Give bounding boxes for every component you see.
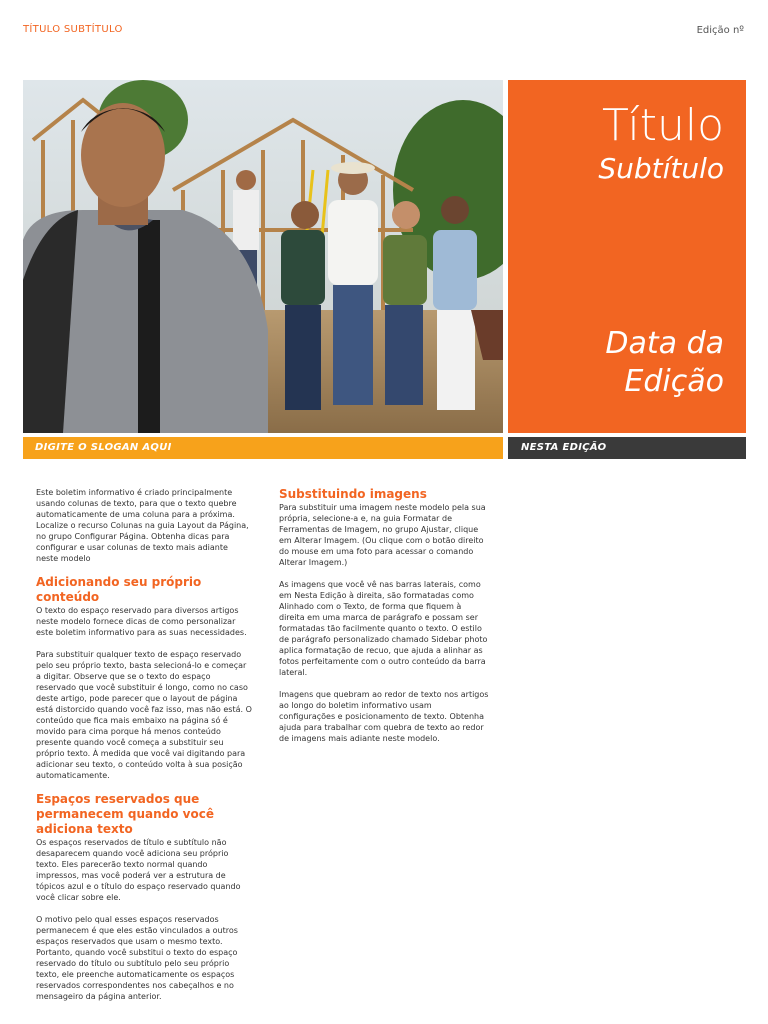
column-2 [279,487,489,744]
column-1 [36,487,252,1002]
intro-paragraph: Este boletim informativo é criado principalmente usando colunas de texto, para que o texto quebre automaticamente de uma coluna para a próxima. Localize o recurso Colunas na guia Layout da Página, no grupo Configurar Página. Obtenha dicas para configurar e usar colunas de texto mais adiante neste modelo [36,488,249,563]
paragraph: Os espaços reservados de título e subtítulo não desaparecem quando você adiciona seu próprio texto. Eles parecerão texto normal quando impressos, mas você poderá ver a estrutura de tópicos azul e o título do espaço reservado quando você clicar sobre ele. [36,838,241,902]
newsletter-subtitle[interactable]: Subtítulo [598,152,724,185]
newsletter-title[interactable]: Título [601,100,724,151]
paragraph: As imagens que você vê nas barras laterais, como em Nesta Edição à direita, são formatadas como Alinhado com o Texto, de forma que fiquem à direita em uma marca de parágrafo e possam ser formatadas tão facilmente quanto o texto. O estilo de parágrafo personalizado chamado Sidebar photo aplica formatação de recuo, que ajuda a alinhar as fotos perfeitamente com o outro conteúdo da barra lateral. [279,580,488,677]
title-box [508,80,746,433]
header-title-subtitle: TÍTULO SUBTÍTULO [23,24,123,35]
slogan-bar[interactable]: DIGITE O SLOGAN AQUI [23,437,503,459]
header-issue-number: Edição nº [696,25,744,36]
heading-espacos-reservados: Espaços reservados que permanecem quando você adiciona texto [36,792,214,836]
paragraph: Para substituir qualquer texto de espaço reservado pelo seu próprio texto, basta selecioná-lo e começar a digitar. Observe que se o texto do espaço reservado que você substituir é longo, como no caso deste artigo, pode parecer que o layout de página está distorcido quando você faz isso, mas não está. O conteúdo que fica mais embaixo na página só é movido para cima porque há menos conteúdo presente quando você começa a substituir seu próprio texto. À medida que você vai digitando para adicionar seu texto, o conteúdo volta à sua posição automaticamente. [36,650,252,780]
nesta-edicao-bar[interactable]: NESTA EDIÇÃO [508,437,746,459]
heading-substituindo-imagens: Substituindo imagens [279,487,427,501]
construction-workers-image [23,80,503,433]
paragraph: Imagens que quebram ao redor de texto nos artigos ao longo do boletim informativo usam configurações e posicionamento de texto. Obtenha ajuda para trabalhar com quebra de texto ao redor de imagens mais adiante neste modelo. [279,690,489,743]
cover-photo [23,80,503,433]
paragraph: O texto do espaço reservado para diversos artigos neste modelo fornece dicas de como personalizar este boletim informativo para as suas necessidades. [36,606,247,637]
paragraph: Para substituir uma imagem neste modelo pela sua própria, selecione-a e, na guia Formatar de Ferramentas de Imagem, no grupo Ajustar, clique em Alterar Imagem. (Ou clique com o botão direito do mouse em uma foto para acessar o comando Alterar Imagem.) [279,503,486,567]
heading-adicionando: Adicionando seu próprio conteúdo [36,575,202,604]
paragraph: O motivo pelo qual esses espaços reservados permanecem é que eles estão vinculados a outros espaços reservados que usam o mesmo texto. Portanto, quando você substitui o texto do espaço reservado do título ou subtítulo pelo seu próprio texto, ele preenche automaticamente os espaços reservados correspondentes nos cabeçalhos e no mensageiro da página anterior. [36,915,238,1001]
issue-date[interactable]: Data da Edição [605,326,724,400]
